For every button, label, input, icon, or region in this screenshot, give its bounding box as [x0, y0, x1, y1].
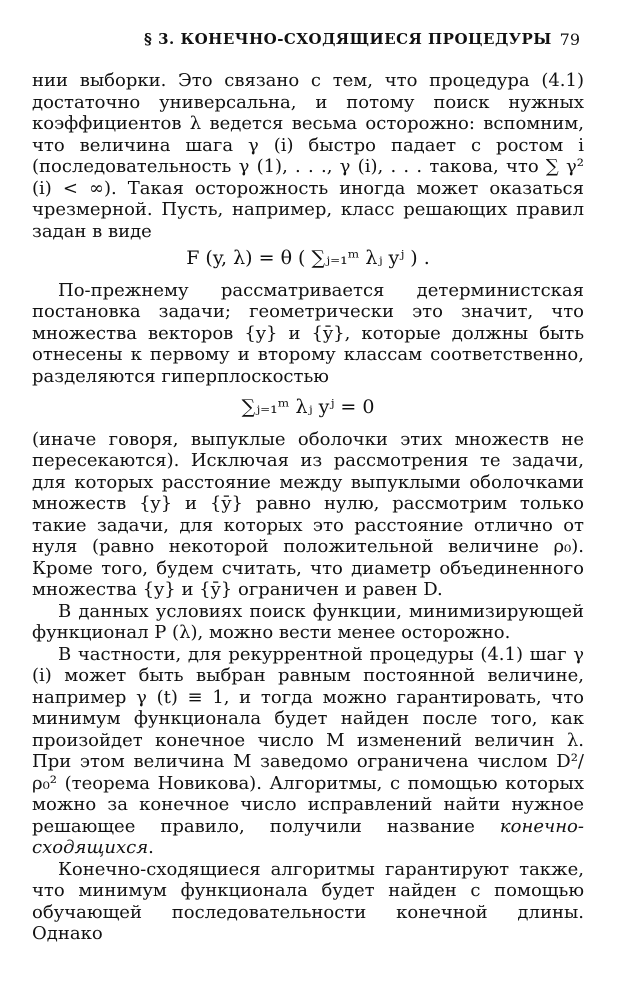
page-body	[32, 70, 584, 945]
term-finite-convergent: конечно-сходящихся	[32, 815, 584, 858]
running-head: § 3. КОНЕЧНО-СХОДЯЩИЕСЯ ПРОЦЕДУРЫ	[144, 30, 552, 48]
paragraph-4: В данных условиях поиск функции, минимизирующей функционал P (λ), можно вести менее осторожно.	[32, 600, 584, 643]
formula-decision-rule: F (y, λ) = θ ( ∑ⱼ₌₁ᵐ λⱼ yʲ ) .	[186, 247, 430, 269]
paragraph-5	[32, 644, 584, 859]
formula-hyperplane: ∑ⱼ₌₁ᵐ λⱼ yʲ = 0	[241, 396, 375, 418]
paragraph-6: Конечно-сходящиеся алгоритмы гарантируют также, что минимум функционала будет найден с помощью обучающей последовательности конечной длины. Однако	[32, 858, 584, 944]
page-header	[32, 30, 584, 54]
paragraph-1: нии выборки. Это связано с тем, что процедура (4.1) достаточно универсальна, и потому поиск нужных коэффициентов λ ведется весьма осторожно: вспомним, что величина шага γ (i) быстро падает с ростом i (последовательность γ (1), . . ., γ (i), . . . такова, что ∑ γ² (i) < ∞). Такая осторожность иногда может оказаться чрезмерной. Пусть, например, класс решающих правил задан в виде	[32, 70, 584, 242]
paragraph-5-text: В частности, для рекуррентной процедуры (4.1) шаг γ (i) может быть выбран равным постоянной величине, например γ (t) ≡ 1, и тогда можно гарантировать, что минимум функционала будет найден после того, как произойдет конечное число M изменений величин λ. При этом величина M заведомо ограничена числом D²/ρ₀² (теорема Новикова). Алгоритмы, с помощью которых можно за конечное число исправлений найти нужное решающее правило, получили название	[32, 643, 584, 837]
paragraph-5-end: .	[148, 837, 154, 858]
paragraph-2: По-прежнему рассматривается детерминистская постановка задачи; геометрически это значит, что множества векторов {y} и {ȳ}, которые должны быть отнесены к первому и второму классам соответственно, разделяются гиперплоскостью	[32, 279, 584, 387]
paragraph-3: (иначе говоря, выпуклые оболочки этих множеств не пересекаются). Исключая из рассмотрения те задачи, для которых расстояние между выпуклыми оболочками множеств {y} и {ȳ} равно нулю, рассмотрим только такие задачи, для которых это расстояние отлично от нуля (равно некоторой положительной величине ρ₀). Кроме того, будем считать, что диаметр объединенного множества {y} и {ȳ} ограничен и равен D.	[32, 428, 584, 600]
page-number: 79	[559, 30, 580, 49]
